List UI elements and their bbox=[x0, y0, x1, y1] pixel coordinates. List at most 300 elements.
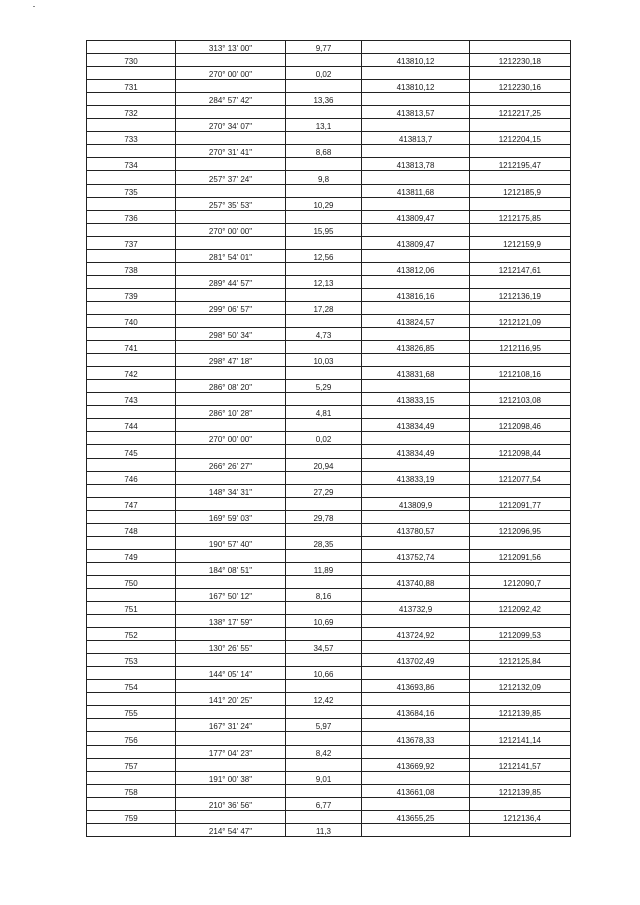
distance-cell bbox=[286, 54, 362, 67]
direction-angle-cell: 286° 10' 28" bbox=[176, 406, 286, 419]
y-coordinate-cell: 1212099,53 bbox=[470, 628, 571, 641]
direction-angle-cell: 270° 34' 07" bbox=[176, 119, 286, 132]
x-coordinate-cell bbox=[362, 797, 470, 810]
point-number-cell: 746 bbox=[87, 471, 176, 484]
direction-angle-cell: 313° 13' 00" bbox=[176, 41, 286, 54]
table-row bbox=[87, 301, 571, 314]
y-coordinate-cell: 1212185,9 bbox=[470, 184, 571, 197]
direction-angle-cell bbox=[176, 732, 286, 745]
table-row bbox=[87, 732, 571, 745]
point-number-cell bbox=[87, 588, 176, 601]
coordinates-table-wrapper bbox=[86, 40, 570, 837]
y-coordinate-cell bbox=[470, 197, 571, 210]
x-coordinate-cell: 413661,08 bbox=[362, 784, 470, 797]
point-number-cell: 749 bbox=[87, 549, 176, 562]
direction-angle-cell: 184° 08' 51" bbox=[176, 562, 286, 575]
x-coordinate-cell bbox=[362, 536, 470, 549]
table-row bbox=[87, 275, 571, 288]
direction-angle-cell bbox=[176, 419, 286, 432]
table-row bbox=[87, 549, 571, 562]
distance-cell: 9,77 bbox=[286, 41, 362, 54]
distance-cell: 4,73 bbox=[286, 328, 362, 341]
point-number-cell: 739 bbox=[87, 288, 176, 301]
table-row bbox=[87, 562, 571, 575]
y-coordinate-cell: 1212090,7 bbox=[470, 575, 571, 588]
point-number-cell: 730 bbox=[87, 54, 176, 67]
x-coordinate-cell: 413732,9 bbox=[362, 602, 470, 615]
point-number-cell: 740 bbox=[87, 314, 176, 327]
table-row bbox=[87, 602, 571, 615]
point-number-cell: 753 bbox=[87, 654, 176, 667]
table-row bbox=[87, 54, 571, 67]
direction-angle-cell: 284° 57' 42" bbox=[176, 93, 286, 106]
y-coordinate-cell bbox=[470, 484, 571, 497]
y-coordinate-cell bbox=[470, 432, 571, 445]
y-coordinate-cell bbox=[470, 171, 571, 184]
y-coordinate-cell bbox=[470, 458, 571, 471]
coordinates-table bbox=[86, 40, 571, 837]
point-number-cell bbox=[87, 719, 176, 732]
y-coordinate-cell: 1212175,85 bbox=[470, 210, 571, 223]
table-row bbox=[87, 523, 571, 536]
y-coordinate-cell: 1212091,77 bbox=[470, 497, 571, 510]
y-coordinate-cell bbox=[470, 328, 571, 341]
table-row bbox=[87, 341, 571, 354]
distance-cell bbox=[286, 810, 362, 823]
y-coordinate-cell: 1212141,57 bbox=[470, 758, 571, 771]
point-number-cell bbox=[87, 562, 176, 575]
x-coordinate-cell bbox=[362, 171, 470, 184]
point-number-cell: 736 bbox=[87, 210, 176, 223]
distance-cell bbox=[286, 758, 362, 771]
table-row bbox=[87, 197, 571, 210]
y-coordinate-cell bbox=[470, 745, 571, 758]
table-row bbox=[87, 262, 571, 275]
distance-cell: 5,29 bbox=[286, 380, 362, 393]
distance-cell: 20,94 bbox=[286, 458, 362, 471]
point-number-cell bbox=[87, 432, 176, 445]
table-row bbox=[87, 67, 571, 80]
distance-cell bbox=[286, 575, 362, 588]
point-number-cell bbox=[87, 615, 176, 628]
direction-angle-cell bbox=[176, 575, 286, 588]
x-coordinate-cell bbox=[362, 823, 470, 836]
x-coordinate-cell: 413834,49 bbox=[362, 419, 470, 432]
distance-cell bbox=[286, 497, 362, 510]
point-number-cell bbox=[87, 249, 176, 262]
x-coordinate-cell bbox=[362, 667, 470, 680]
table-row bbox=[87, 667, 571, 680]
x-coordinate-cell bbox=[362, 67, 470, 80]
x-coordinate-cell bbox=[362, 719, 470, 732]
y-coordinate-cell bbox=[470, 797, 571, 810]
table-row bbox=[87, 393, 571, 406]
x-coordinate-cell: 413693,86 bbox=[362, 680, 470, 693]
scan-speck bbox=[33, 6, 35, 7]
point-number-cell bbox=[87, 823, 176, 836]
x-coordinate-cell: 413810,12 bbox=[362, 80, 470, 93]
table-row bbox=[87, 615, 571, 628]
table-row bbox=[87, 654, 571, 667]
direction-angle-cell bbox=[176, 784, 286, 797]
point-number-cell: 745 bbox=[87, 445, 176, 458]
distance-cell bbox=[286, 602, 362, 615]
distance-cell: 0,02 bbox=[286, 432, 362, 445]
y-coordinate-cell: 1212091,56 bbox=[470, 549, 571, 562]
x-coordinate-cell bbox=[362, 41, 470, 54]
point-number-cell: 744 bbox=[87, 419, 176, 432]
distance-cell: 12,42 bbox=[286, 693, 362, 706]
x-coordinate-cell: 413724,92 bbox=[362, 628, 470, 641]
x-coordinate-cell: 413809,47 bbox=[362, 210, 470, 223]
x-coordinate-cell bbox=[362, 223, 470, 236]
direction-angle-cell bbox=[176, 80, 286, 93]
table-row bbox=[87, 823, 571, 836]
direction-angle-cell bbox=[176, 680, 286, 693]
y-coordinate-cell: 1212136,19 bbox=[470, 288, 571, 301]
point-number-cell bbox=[87, 145, 176, 158]
table-row bbox=[87, 236, 571, 249]
y-coordinate-cell: 1212121,09 bbox=[470, 314, 571, 327]
point-number-cell: 738 bbox=[87, 262, 176, 275]
distance-cell: 12,13 bbox=[286, 275, 362, 288]
table-row bbox=[87, 80, 571, 93]
point-number-cell bbox=[87, 667, 176, 680]
distance-cell bbox=[286, 314, 362, 327]
direction-angle-cell: 177° 04' 23" bbox=[176, 745, 286, 758]
distance-cell: 12,56 bbox=[286, 249, 362, 262]
point-number-cell bbox=[87, 693, 176, 706]
x-coordinate-cell: 413833,15 bbox=[362, 393, 470, 406]
table-row bbox=[87, 784, 571, 797]
direction-angle-cell bbox=[176, 158, 286, 171]
direction-angle-cell: 214° 54' 47" bbox=[176, 823, 286, 836]
y-coordinate-cell: 1212139,85 bbox=[470, 784, 571, 797]
direction-angle-cell bbox=[176, 54, 286, 67]
table-row bbox=[87, 314, 571, 327]
x-coordinate-cell bbox=[362, 406, 470, 419]
x-coordinate-cell bbox=[362, 458, 470, 471]
distance-cell: 10,03 bbox=[286, 354, 362, 367]
direction-angle-cell bbox=[176, 106, 286, 119]
y-coordinate-cell: 1212103,08 bbox=[470, 393, 571, 406]
y-coordinate-cell: 1212096,95 bbox=[470, 523, 571, 536]
table-row bbox=[87, 223, 571, 236]
distance-cell bbox=[286, 132, 362, 145]
table-row bbox=[87, 93, 571, 106]
y-coordinate-cell: 1212230,16 bbox=[470, 80, 571, 93]
distance-cell: 8,42 bbox=[286, 745, 362, 758]
point-number-cell: 743 bbox=[87, 393, 176, 406]
distance-cell bbox=[286, 471, 362, 484]
point-number-cell bbox=[87, 171, 176, 184]
y-coordinate-cell bbox=[470, 588, 571, 601]
distance-cell bbox=[286, 106, 362, 119]
table-row bbox=[87, 132, 571, 145]
point-number-cell bbox=[87, 301, 176, 314]
direction-angle-cell bbox=[176, 314, 286, 327]
x-coordinate-cell bbox=[362, 588, 470, 601]
distance-cell: 34,57 bbox=[286, 641, 362, 654]
x-coordinate-cell: 413678,33 bbox=[362, 732, 470, 745]
point-number-cell bbox=[87, 119, 176, 132]
y-coordinate-cell bbox=[470, 119, 571, 132]
y-coordinate-cell: 1212125,84 bbox=[470, 654, 571, 667]
x-coordinate-cell: 413811,68 bbox=[362, 184, 470, 197]
point-number-cell bbox=[87, 745, 176, 758]
distance-cell bbox=[286, 628, 362, 641]
x-coordinate-cell: 413831,68 bbox=[362, 367, 470, 380]
point-number-cell: 759 bbox=[87, 810, 176, 823]
x-coordinate-cell bbox=[362, 693, 470, 706]
y-coordinate-cell: 1212077,54 bbox=[470, 471, 571, 484]
direction-angle-cell bbox=[176, 497, 286, 510]
y-coordinate-cell bbox=[470, 145, 571, 158]
distance-cell: 17,28 bbox=[286, 301, 362, 314]
point-number-cell bbox=[87, 328, 176, 341]
distance-cell bbox=[286, 445, 362, 458]
y-coordinate-cell: 1212204,15 bbox=[470, 132, 571, 145]
point-number-cell: 731 bbox=[87, 80, 176, 93]
direction-angle-cell: 130° 26' 55" bbox=[176, 641, 286, 654]
table-row bbox=[87, 810, 571, 823]
y-coordinate-cell bbox=[470, 275, 571, 288]
point-number-cell: 748 bbox=[87, 523, 176, 536]
table-row bbox=[87, 588, 571, 601]
distance-cell: 0,02 bbox=[286, 67, 362, 80]
distance-cell bbox=[286, 288, 362, 301]
direction-angle-cell bbox=[176, 810, 286, 823]
x-coordinate-cell bbox=[362, 119, 470, 132]
direction-angle-cell bbox=[176, 341, 286, 354]
x-coordinate-cell: 413809,47 bbox=[362, 236, 470, 249]
point-number-cell: 756 bbox=[87, 732, 176, 745]
x-coordinate-cell: 413826,85 bbox=[362, 341, 470, 354]
y-coordinate-cell bbox=[470, 93, 571, 106]
direction-angle-cell: 148° 34' 31" bbox=[176, 484, 286, 497]
direction-angle-cell: 144° 05' 14" bbox=[176, 667, 286, 680]
y-coordinate-cell: 1212108,16 bbox=[470, 367, 571, 380]
direction-angle-cell: 210° 36' 56" bbox=[176, 797, 286, 810]
distance-cell bbox=[286, 393, 362, 406]
x-coordinate-cell bbox=[362, 771, 470, 784]
table-row bbox=[87, 328, 571, 341]
x-coordinate-cell: 413812,06 bbox=[362, 262, 470, 275]
y-coordinate-cell: 1212195,47 bbox=[470, 158, 571, 171]
direction-angle-cell: 167° 31' 24" bbox=[176, 719, 286, 732]
x-coordinate-cell bbox=[362, 145, 470, 158]
point-number-cell: 732 bbox=[87, 106, 176, 119]
x-coordinate-cell bbox=[362, 380, 470, 393]
table-row bbox=[87, 380, 571, 393]
point-number-cell bbox=[87, 354, 176, 367]
table-row bbox=[87, 249, 571, 262]
x-coordinate-cell bbox=[362, 328, 470, 341]
direction-angle-cell: 281° 54' 01" bbox=[176, 249, 286, 262]
x-coordinate-cell bbox=[362, 615, 470, 628]
point-number-cell: 735 bbox=[87, 184, 176, 197]
y-coordinate-cell: 1212230,18 bbox=[470, 54, 571, 67]
y-coordinate-cell bbox=[470, 223, 571, 236]
distance-cell bbox=[286, 341, 362, 354]
direction-angle-cell bbox=[176, 262, 286, 275]
point-number-cell: 755 bbox=[87, 706, 176, 719]
point-number-cell bbox=[87, 93, 176, 106]
table-row bbox=[87, 745, 571, 758]
table-row bbox=[87, 445, 571, 458]
point-number-cell: 752 bbox=[87, 628, 176, 641]
y-coordinate-cell: 1212116,95 bbox=[470, 341, 571, 354]
direction-angle-cell bbox=[176, 523, 286, 536]
x-coordinate-cell: 413740,88 bbox=[362, 575, 470, 588]
table-row bbox=[87, 771, 571, 784]
direction-angle-cell bbox=[176, 471, 286, 484]
table-row bbox=[87, 797, 571, 810]
distance-cell bbox=[286, 732, 362, 745]
direction-angle-cell bbox=[176, 549, 286, 562]
direction-angle-cell: 141° 20' 25" bbox=[176, 693, 286, 706]
x-coordinate-cell: 413813,78 bbox=[362, 158, 470, 171]
table-row bbox=[87, 758, 571, 771]
coordinates-table-body bbox=[87, 41, 571, 837]
point-number-cell bbox=[87, 406, 176, 419]
point-number-cell bbox=[87, 771, 176, 784]
distance-cell: 8,16 bbox=[286, 588, 362, 601]
y-coordinate-cell: 1212098,46 bbox=[470, 419, 571, 432]
direction-angle-cell: 169° 59' 03" bbox=[176, 510, 286, 523]
distance-cell: 5,97 bbox=[286, 719, 362, 732]
table-row bbox=[87, 119, 571, 132]
distance-cell bbox=[286, 80, 362, 93]
point-number-cell bbox=[87, 41, 176, 54]
direction-angle-cell bbox=[176, 132, 286, 145]
y-coordinate-cell bbox=[470, 380, 571, 393]
x-coordinate-cell: 413752,74 bbox=[362, 549, 470, 562]
point-number-cell: 754 bbox=[87, 680, 176, 693]
point-number-cell: 734 bbox=[87, 158, 176, 171]
point-number-cell: 737 bbox=[87, 236, 176, 249]
point-number-cell bbox=[87, 197, 176, 210]
distance-cell: 11,3 bbox=[286, 823, 362, 836]
x-coordinate-cell: 413816,16 bbox=[362, 288, 470, 301]
table-row bbox=[87, 680, 571, 693]
distance-cell: 10,66 bbox=[286, 667, 362, 680]
point-number-cell bbox=[87, 380, 176, 393]
direction-angle-cell: 289° 44' 57" bbox=[176, 275, 286, 288]
x-coordinate-cell: 413809,9 bbox=[362, 497, 470, 510]
x-coordinate-cell: 413833,19 bbox=[362, 471, 470, 484]
x-coordinate-cell bbox=[362, 249, 470, 262]
distance-cell: 15,95 bbox=[286, 223, 362, 236]
table-row bbox=[87, 419, 571, 432]
x-coordinate-cell bbox=[362, 484, 470, 497]
direction-angle-cell: 286° 08' 20" bbox=[176, 380, 286, 393]
distance-cell: 11,89 bbox=[286, 562, 362, 575]
direction-angle-cell bbox=[176, 706, 286, 719]
direction-angle-cell: 190° 57' 40" bbox=[176, 536, 286, 549]
y-coordinate-cell: 1212092,42 bbox=[470, 602, 571, 615]
table-row bbox=[87, 171, 571, 184]
distance-cell bbox=[286, 367, 362, 380]
y-coordinate-cell bbox=[470, 562, 571, 575]
direction-angle-cell: 191° 00' 38" bbox=[176, 771, 286, 784]
x-coordinate-cell bbox=[362, 301, 470, 314]
x-coordinate-cell: 413813,7 bbox=[362, 132, 470, 145]
direction-angle-cell bbox=[176, 393, 286, 406]
table-row bbox=[87, 41, 571, 54]
x-coordinate-cell bbox=[362, 562, 470, 575]
distance-cell: 9,8 bbox=[286, 171, 362, 184]
direction-angle-cell: 270° 00' 00" bbox=[176, 223, 286, 236]
direction-angle-cell: 298° 47' 18" bbox=[176, 354, 286, 367]
direction-angle-cell bbox=[176, 184, 286, 197]
direction-angle-cell: 266° 26' 27" bbox=[176, 458, 286, 471]
x-coordinate-cell: 413655,25 bbox=[362, 810, 470, 823]
x-coordinate-cell: 413810,12 bbox=[362, 54, 470, 67]
distance-cell bbox=[286, 549, 362, 562]
distance-cell bbox=[286, 210, 362, 223]
distance-cell: 13,36 bbox=[286, 93, 362, 106]
x-coordinate-cell: 413834,49 bbox=[362, 445, 470, 458]
y-coordinate-cell bbox=[470, 536, 571, 549]
y-coordinate-cell bbox=[470, 771, 571, 784]
distance-cell: 29,78 bbox=[286, 510, 362, 523]
distance-cell: 9,01 bbox=[286, 771, 362, 784]
x-coordinate-cell bbox=[362, 93, 470, 106]
distance-cell: 4,81 bbox=[286, 406, 362, 419]
direction-angle-cell: 257° 37' 24" bbox=[176, 171, 286, 184]
x-coordinate-cell bbox=[362, 745, 470, 758]
point-number-cell bbox=[87, 484, 176, 497]
distance-cell bbox=[286, 784, 362, 797]
y-coordinate-cell bbox=[470, 615, 571, 628]
table-row bbox=[87, 484, 571, 497]
x-coordinate-cell: 413702,49 bbox=[362, 654, 470, 667]
distance-cell bbox=[286, 236, 362, 249]
direction-angle-cell: 298° 50' 34" bbox=[176, 328, 286, 341]
y-coordinate-cell: 1212217,25 bbox=[470, 106, 571, 119]
direction-angle-cell bbox=[176, 288, 286, 301]
direction-angle-cell: 270° 00' 00" bbox=[176, 432, 286, 445]
table-row bbox=[87, 536, 571, 549]
distance-cell: 10,29 bbox=[286, 197, 362, 210]
distance-cell: 10,69 bbox=[286, 615, 362, 628]
x-coordinate-cell: 413824,57 bbox=[362, 314, 470, 327]
point-number-cell: 742 bbox=[87, 367, 176, 380]
distance-cell bbox=[286, 419, 362, 432]
distance-cell bbox=[286, 184, 362, 197]
x-coordinate-cell bbox=[362, 510, 470, 523]
y-coordinate-cell bbox=[470, 67, 571, 80]
y-coordinate-cell: 1212132,09 bbox=[470, 680, 571, 693]
table-row bbox=[87, 497, 571, 510]
direction-angle-cell: 138° 17' 59" bbox=[176, 615, 286, 628]
distance-cell: 8,68 bbox=[286, 145, 362, 158]
x-coordinate-cell: 413669,92 bbox=[362, 758, 470, 771]
distance-cell bbox=[286, 262, 362, 275]
distance-cell bbox=[286, 680, 362, 693]
point-number-cell: 758 bbox=[87, 784, 176, 797]
distance-cell bbox=[286, 654, 362, 667]
distance-cell bbox=[286, 706, 362, 719]
y-coordinate-cell: 1212141,14 bbox=[470, 732, 571, 745]
distance-cell bbox=[286, 523, 362, 536]
table-row bbox=[87, 693, 571, 706]
point-number-cell bbox=[87, 275, 176, 288]
point-number-cell: 757 bbox=[87, 758, 176, 771]
direction-angle-cell bbox=[176, 210, 286, 223]
table-row bbox=[87, 432, 571, 445]
